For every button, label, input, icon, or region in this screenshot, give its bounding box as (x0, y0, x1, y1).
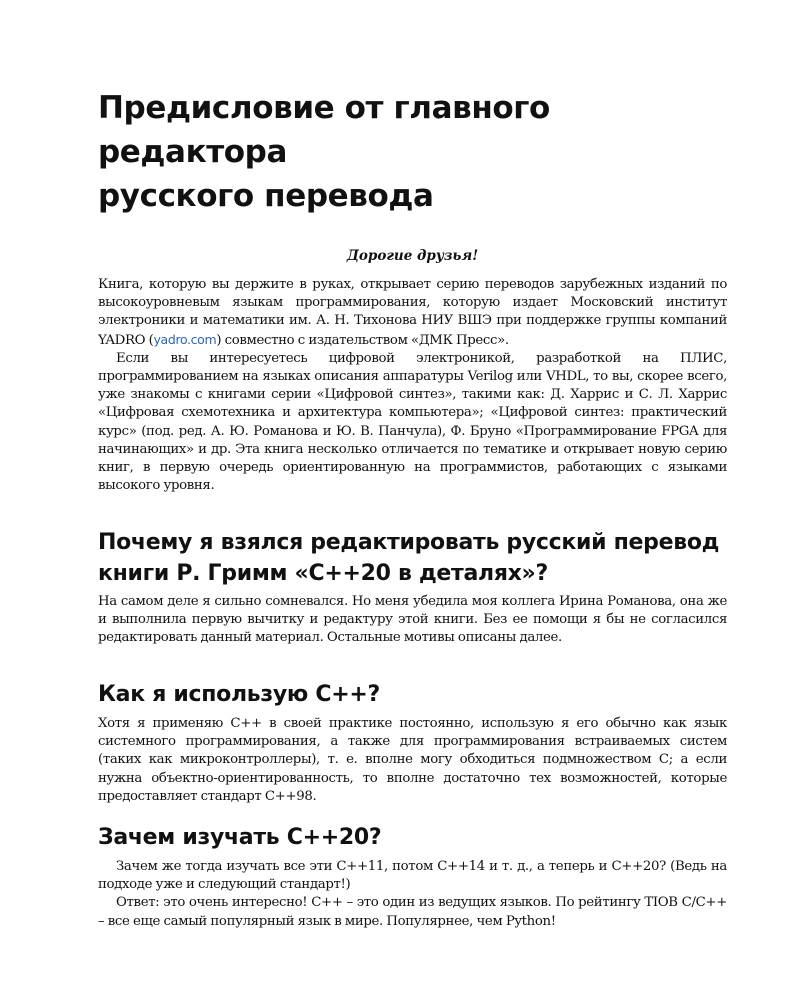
section3-paragraph-1: Зачем же тогда изучать все эти C++11, потом C++14 и т. д., а теперь и C++20? (Ведь на подходе уже и следующий стандарт!) (98, 859, 727, 893)
chapter-title-line1: Предисловие от главного редактора (98, 90, 550, 170)
section-heading-why-edit (98, 527, 738, 589)
section1-heading-line1: Почему я взялся редактировать русский перевод (98, 530, 720, 555)
intro-p1-text-end: ) совместно с издательством «ДМК Пресс». (216, 332, 509, 348)
chapter-title-line2: русского перевода (98, 178, 434, 214)
section2-block (98, 715, 727, 806)
section1-heading-line2: книги Р. Гримм «C++20 в деталях»? (98, 561, 548, 586)
intro-block (98, 276, 727, 495)
section1-block (98, 593, 727, 648)
section3-paragraph-2: Ответ: это очень интересно! C++ – это один из ведущих языков. По рейтингу TIOB C/C++ – все еще самый популярный язык в мире. Популярнее, чем Python! (98, 895, 727, 929)
intro-p1-text: Книга, которую вы держите в руках, открывает серию переводов зарубежных изданий по высокоуровневым языкам программирования, которую издает Московский институт электроники и математики им. А. Н. Тихонова НИУ ВШЭ при поддержке группы компаний YADRO ( (98, 277, 727, 348)
section1-paragraph-1: На самом деле я сильно сомневался. Но меня убедила моя коллега Ирина Романова, она же и выполнила первую вычитку и редактуру этой книги. Без ее помощи я бы не согласился редактировать данный материал. Остальные мотивы описаны далее. (98, 594, 727, 646)
section3-block (98, 858, 727, 931)
chapter-title (98, 86, 738, 218)
yadro-link[interactable]: yadro.com (153, 331, 217, 347)
intro-paragraph-2: Если вы интересуетесь цифровой электроникой, разработкой на ПЛИС, программированием на языках описания аппаратуры Verilog или VHDL, то вы, скорее всего, уже знакомы с книгами серии «Цифровой синтез», такими как: Д. Харрис и С. Л. Харрис «Цифровая схемотехника и архитектура компьютера»; «Цифровой синтез: практический курс» (под. ред. А. Ю. Романова и Ю. В. Панчула), Ф. Бруно «Программирование FPGA для начинающих» и др. Эта книга несколько отличается по тематике и открывает новую серию книг, в первую очередь ориентированную на программистов, работающих с языками высокого уровня. (98, 350, 727, 494)
section-heading-how-use: Как я использую C++? (98, 682, 380, 707)
book-page (98, 0, 727, 1000)
greeting: Дорогие друзья! (346, 248, 479, 264)
section-heading-why-learn: Зачем изучать C++20? (98, 825, 382, 850)
intro-paragraph-1 (98, 276, 727, 350)
section2-paragraph-1: Хотя я применяю C++ в своей практике постоянно, использую я его обычно как язык системного программирования, а также для программирования встраиваемых систем (таких как микроконтроллеры), т. е. вполне могу обходиться подмножеством C; а если нужна объектно-ориентированность, то вполне достаточно тех возможностей, которые предоставляет стандарт C++98. (98, 716, 727, 804)
